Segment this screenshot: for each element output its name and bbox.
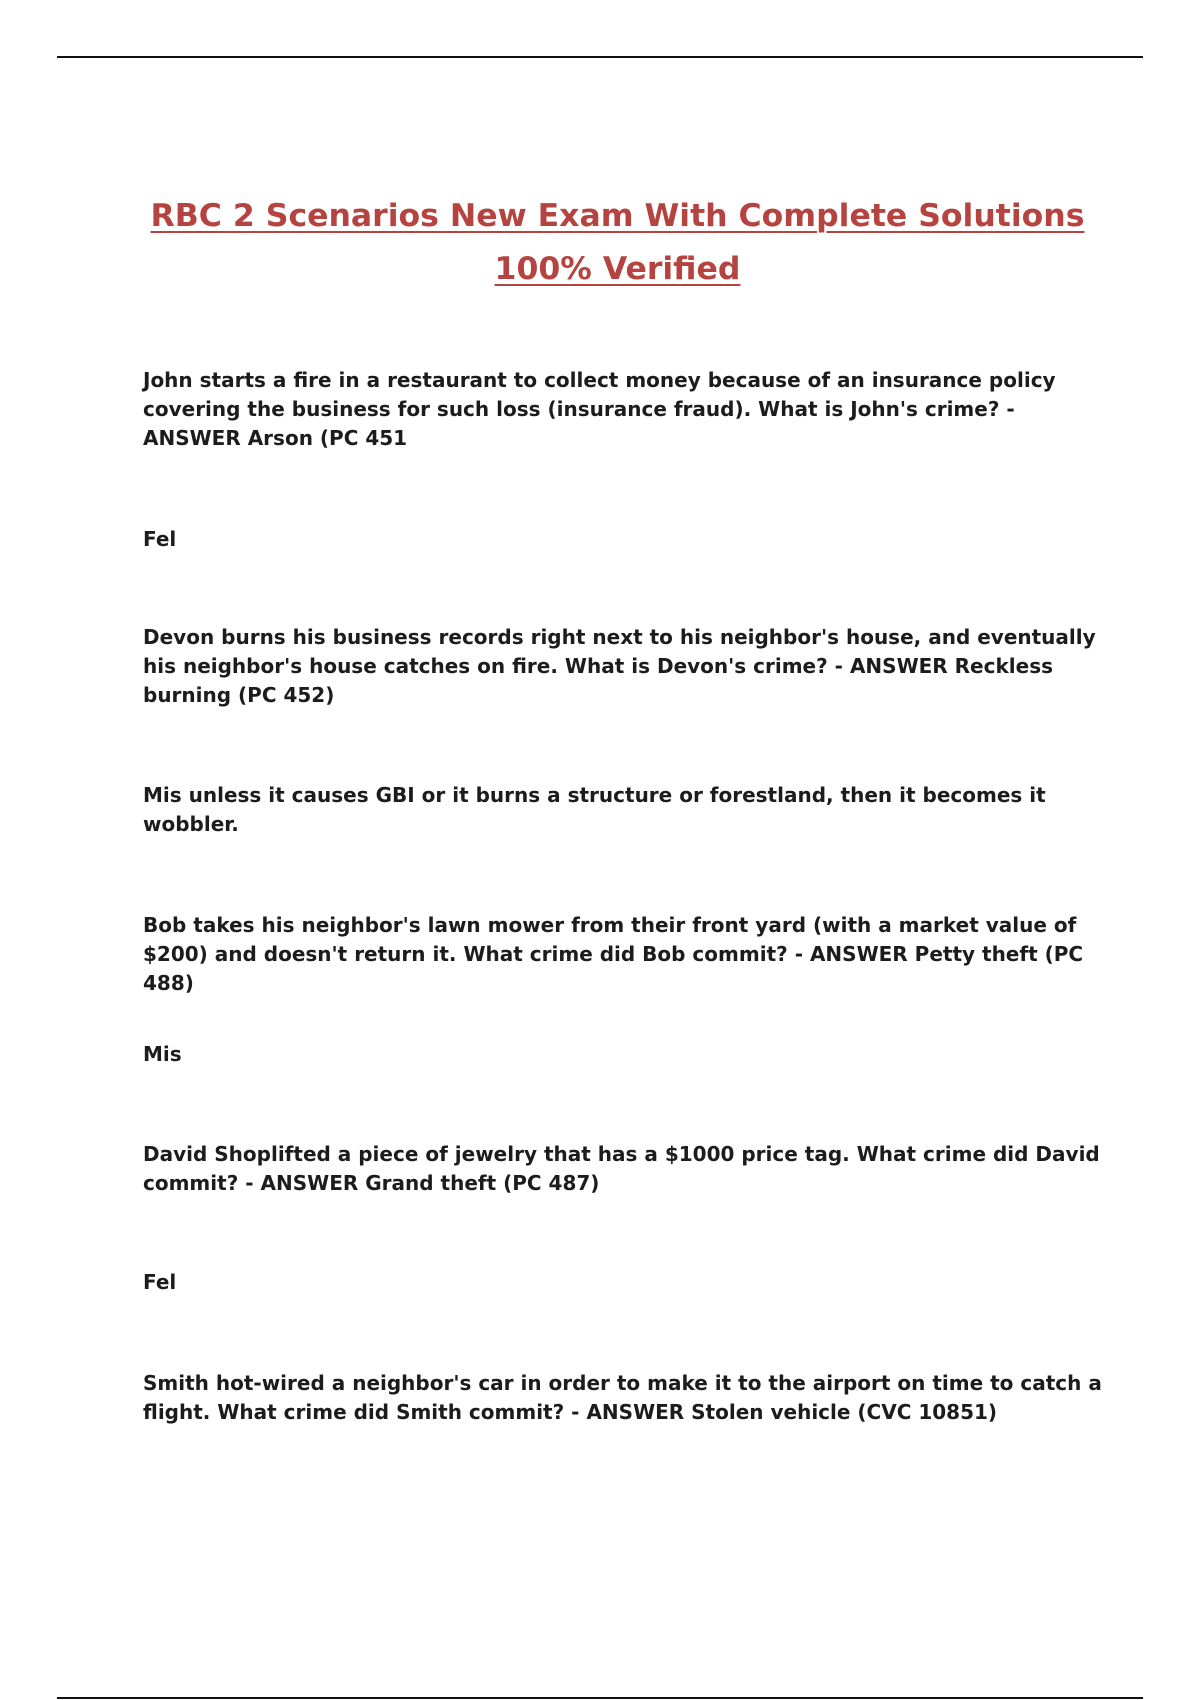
entry-question-devon: Devon burns his business records right next to his neighbor's house, and eventually his neighbor's house catches on fire. What is Devon's crime? - ANSWER Reckless burning (PC 452)	[143, 625, 1096, 707]
footer-rule	[57, 1697, 1143, 1699]
entry-classification: Mis unless it causes GBI or it burns a structure or forestland, then it becomes it wobbler.	[143, 783, 1046, 836]
entry-classification: Fel	[143, 1270, 177, 1294]
entry-question-john: John starts a fire in a restaurant to collect money because of an insurance policy covering the business for such loss (insurance fraud). What is John's crime? - ANSWER Arson (PC 451	[143, 368, 1056, 450]
entry-question-smith: Smith hot-wired a neighbor's car in order to make it to the airport on time to catch a flight. What crime did Smith commit? - ANSWER Stolen vehicle (CVC 10851)	[143, 1371, 1102, 1424]
page-title: RBC 2 Scenarios New Exam With Complete Solutions 100% Verified	[150, 198, 1085, 287]
entry-classification: Fel	[143, 527, 177, 551]
entry-question-david: David Shoplifted a piece of jewelry that has a $1000 price tag. What crime did David commit? - ANSWER Grand theft (PC 487)	[143, 1142, 1100, 1195]
header-rule	[57, 56, 1143, 58]
entry-classification: Mis	[143, 1042, 182, 1066]
entry-question-bob: Bob takes his neighbor's lawn mower from their front yard (with a market value of $200) and doesn't return it. What crime did Bob commit? - ANSWER Petty theft (PC 488)	[143, 913, 1084, 995]
